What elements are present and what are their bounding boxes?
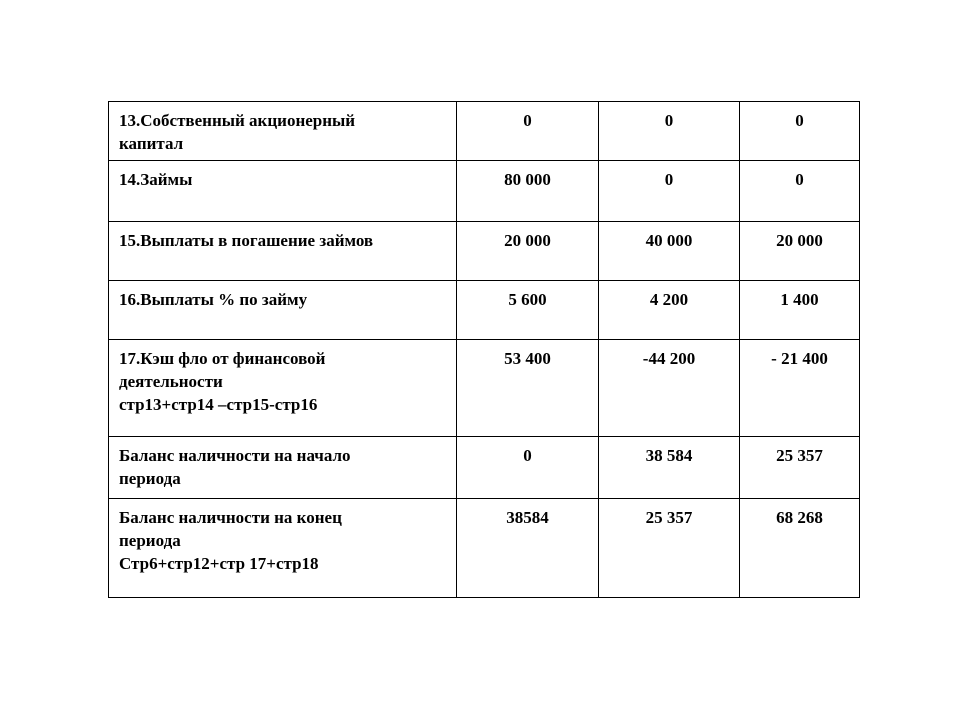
row-label-line: Баланс наличности на конец	[119, 508, 342, 527]
value-cell: 20 000	[457, 222, 599, 281]
value-cell: 5 600	[457, 281, 599, 340]
row-label-line: 14.Займы	[119, 170, 193, 189]
row-label-line: Стр6+стр12+стр 17+стр18	[119, 554, 319, 573]
row-label	[109, 340, 457, 437]
row-label-line: периода	[119, 469, 181, 488]
row-label	[109, 102, 457, 161]
value-cell: 4 200	[599, 281, 740, 340]
value-cell: 0	[599, 102, 740, 161]
value-cell: 25 357	[599, 499, 740, 598]
row-label-line: 15.Выплаты в погашение займов	[119, 231, 374, 250]
row-label-line: Баланс наличности на начало	[119, 446, 351, 465]
value-cell: 0	[457, 437, 599, 499]
table-row-loans	[109, 161, 860, 222]
value-cell: 20 000	[740, 222, 860, 281]
value-cell: 0	[740, 161, 860, 222]
value-cell: - 21 400	[740, 340, 860, 437]
row-label-line: 13.Собственный акционерный	[119, 111, 356, 130]
row-label	[109, 437, 457, 499]
table-row-closing-balance	[109, 499, 860, 598]
row-label	[109, 499, 457, 598]
value-cell: -44 200	[599, 340, 740, 437]
table-row-opening-balance	[109, 437, 860, 499]
cash-flow-table	[108, 101, 860, 598]
table-row-equity	[109, 102, 860, 161]
row-label-line: периода	[119, 531, 181, 550]
row-label	[109, 161, 457, 222]
value-cell: 80 000	[457, 161, 599, 222]
value-cell: 1 400	[740, 281, 860, 340]
row-label-line: 17.Кэш фло от финансовой	[119, 349, 326, 368]
value-cell: 38584	[457, 499, 599, 598]
value-cell: 40 000	[599, 222, 740, 281]
row-label	[109, 281, 457, 340]
value-cell: 53 400	[457, 340, 599, 437]
table-row-financing-cash-flow	[109, 340, 860, 437]
value-cell: 25 357	[740, 437, 860, 499]
row-label-line: 16.Выплаты % по займу	[119, 290, 308, 309]
row-label-line: капитал	[119, 134, 184, 153]
value-cell: 0	[599, 161, 740, 222]
row-label-line: деятельности	[119, 372, 223, 391]
value-cell: 68 268	[740, 499, 860, 598]
table-row-loan-repayments	[109, 222, 860, 281]
row-label-line: стр13+стр14 –стр15-стр16	[119, 395, 318, 414]
value-cell: 0	[740, 102, 860, 161]
table-row-interest-payments	[109, 281, 860, 340]
row-label	[109, 222, 457, 281]
value-cell: 38 584	[599, 437, 740, 499]
value-cell: 0	[457, 102, 599, 161]
